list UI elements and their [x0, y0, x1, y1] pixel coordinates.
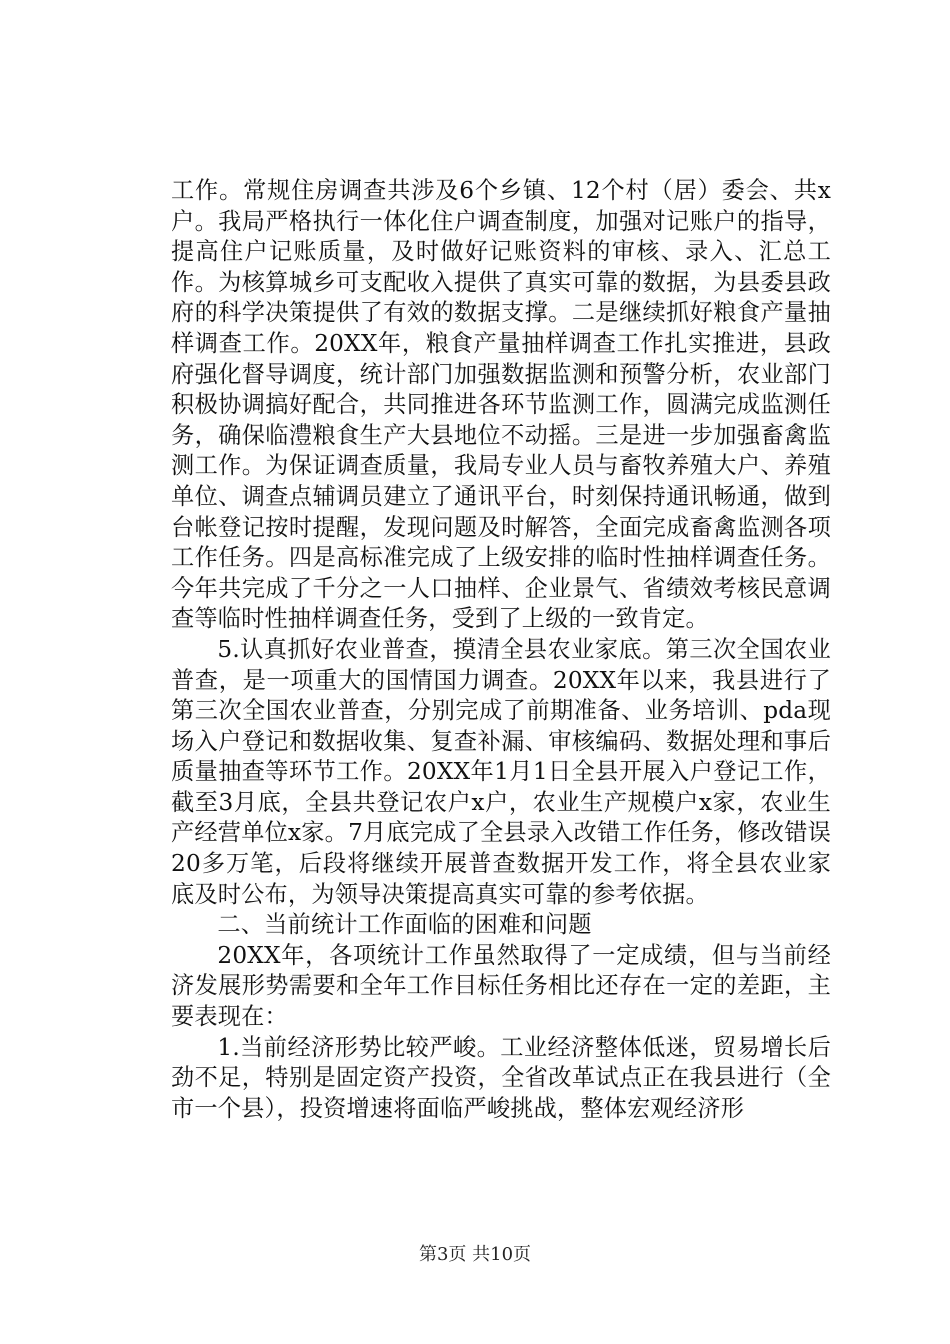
section-heading-difficulties: 二、当前统计工作面临的困难和问题	[217, 911, 592, 939]
paragraph-housing-survey: 工作。常规住房调查共涉及6个乡镇、12个村（居）委会、共x户。我局严格执行一体化住户调查制度，加强对记账户的指导，提高住户记账质量，及时做好记账资料的审核、录入、汇总工作。为核算城乡可支配收入提供了真实可靠的数据，为县委县政府的科学决策提供了有效的数据支撑。二是继续抓好粮食产量抽样调查工作。20XX年，粮食产量抽样调查工作扎实推进，县政府强化督导调度，统计部门加强数据监测和预警分析，农业部门积极协调搞好配合，共同推进各环节监测工作，圆满完成监测任务，确保临澧粮食生产大县地位不动摇。三是进一步加强畜禽监测工作。为保证调查质量，我局专业人员与畜牧养殖大户、养殖单位、调查点辅调员建立了通讯平台，时刻保持通讯畅通，做到台帐登记按时提醒，发现问题及时解答，全面完成畜禽监测各项工作任务。四是高标准完成了上级安排的临时性抽样调查任务。今年共完成了千分之一人口抽样、企业景气、省绩效考核民意调查等临时性抽样调查任务，受到了上级的一致肯定。	[171, 177, 831, 633]
document-body	[171, 176, 831, 1124]
paragraph-economic-situation: 1.当前经济形势比较严峻。工业经济整体低迷，贸易增长后劲不足，特别是固定资产投资，全省改革试点正在我县进行（全市一个县），投资增速将面临严峻挑战，整体宏观经济形	[171, 1033, 831, 1122]
paragraph-agricultural-census: 5.认真抓好农业普查，摸清全县农业家底。第三次全国农业普查，是一项重大的国情国力调查。20XX年以来，我县进行了第三次全国农业普查，分别完成了前期准备、业务培训、pda现场入户登记和数据收集、复查补漏、审核编码、数据处理和事后质量抽查等环节工作。20XX年1月1日全县开展入户登记工作，截至3月底，全县共登记农户x户，农业生产规模户x家，农业生产经营单位x家。7月底完成了全县录入改错工作任务，修改错误20多万笔，后段将继续开展普查数据开发工作，将全县农业家底及时公布，为领导决策提高真实可靠的参考依据。	[171, 635, 831, 908]
paragraph-difficulties-intro: 20XX年，各项统计工作虽然取得了一定成绩，但与当前经济发展形势需要和全年工作目标任务相比还存在一定的差距，主要表现在：	[171, 941, 831, 1031]
page-footer: 第3页 共10页	[418, 1244, 532, 1265]
